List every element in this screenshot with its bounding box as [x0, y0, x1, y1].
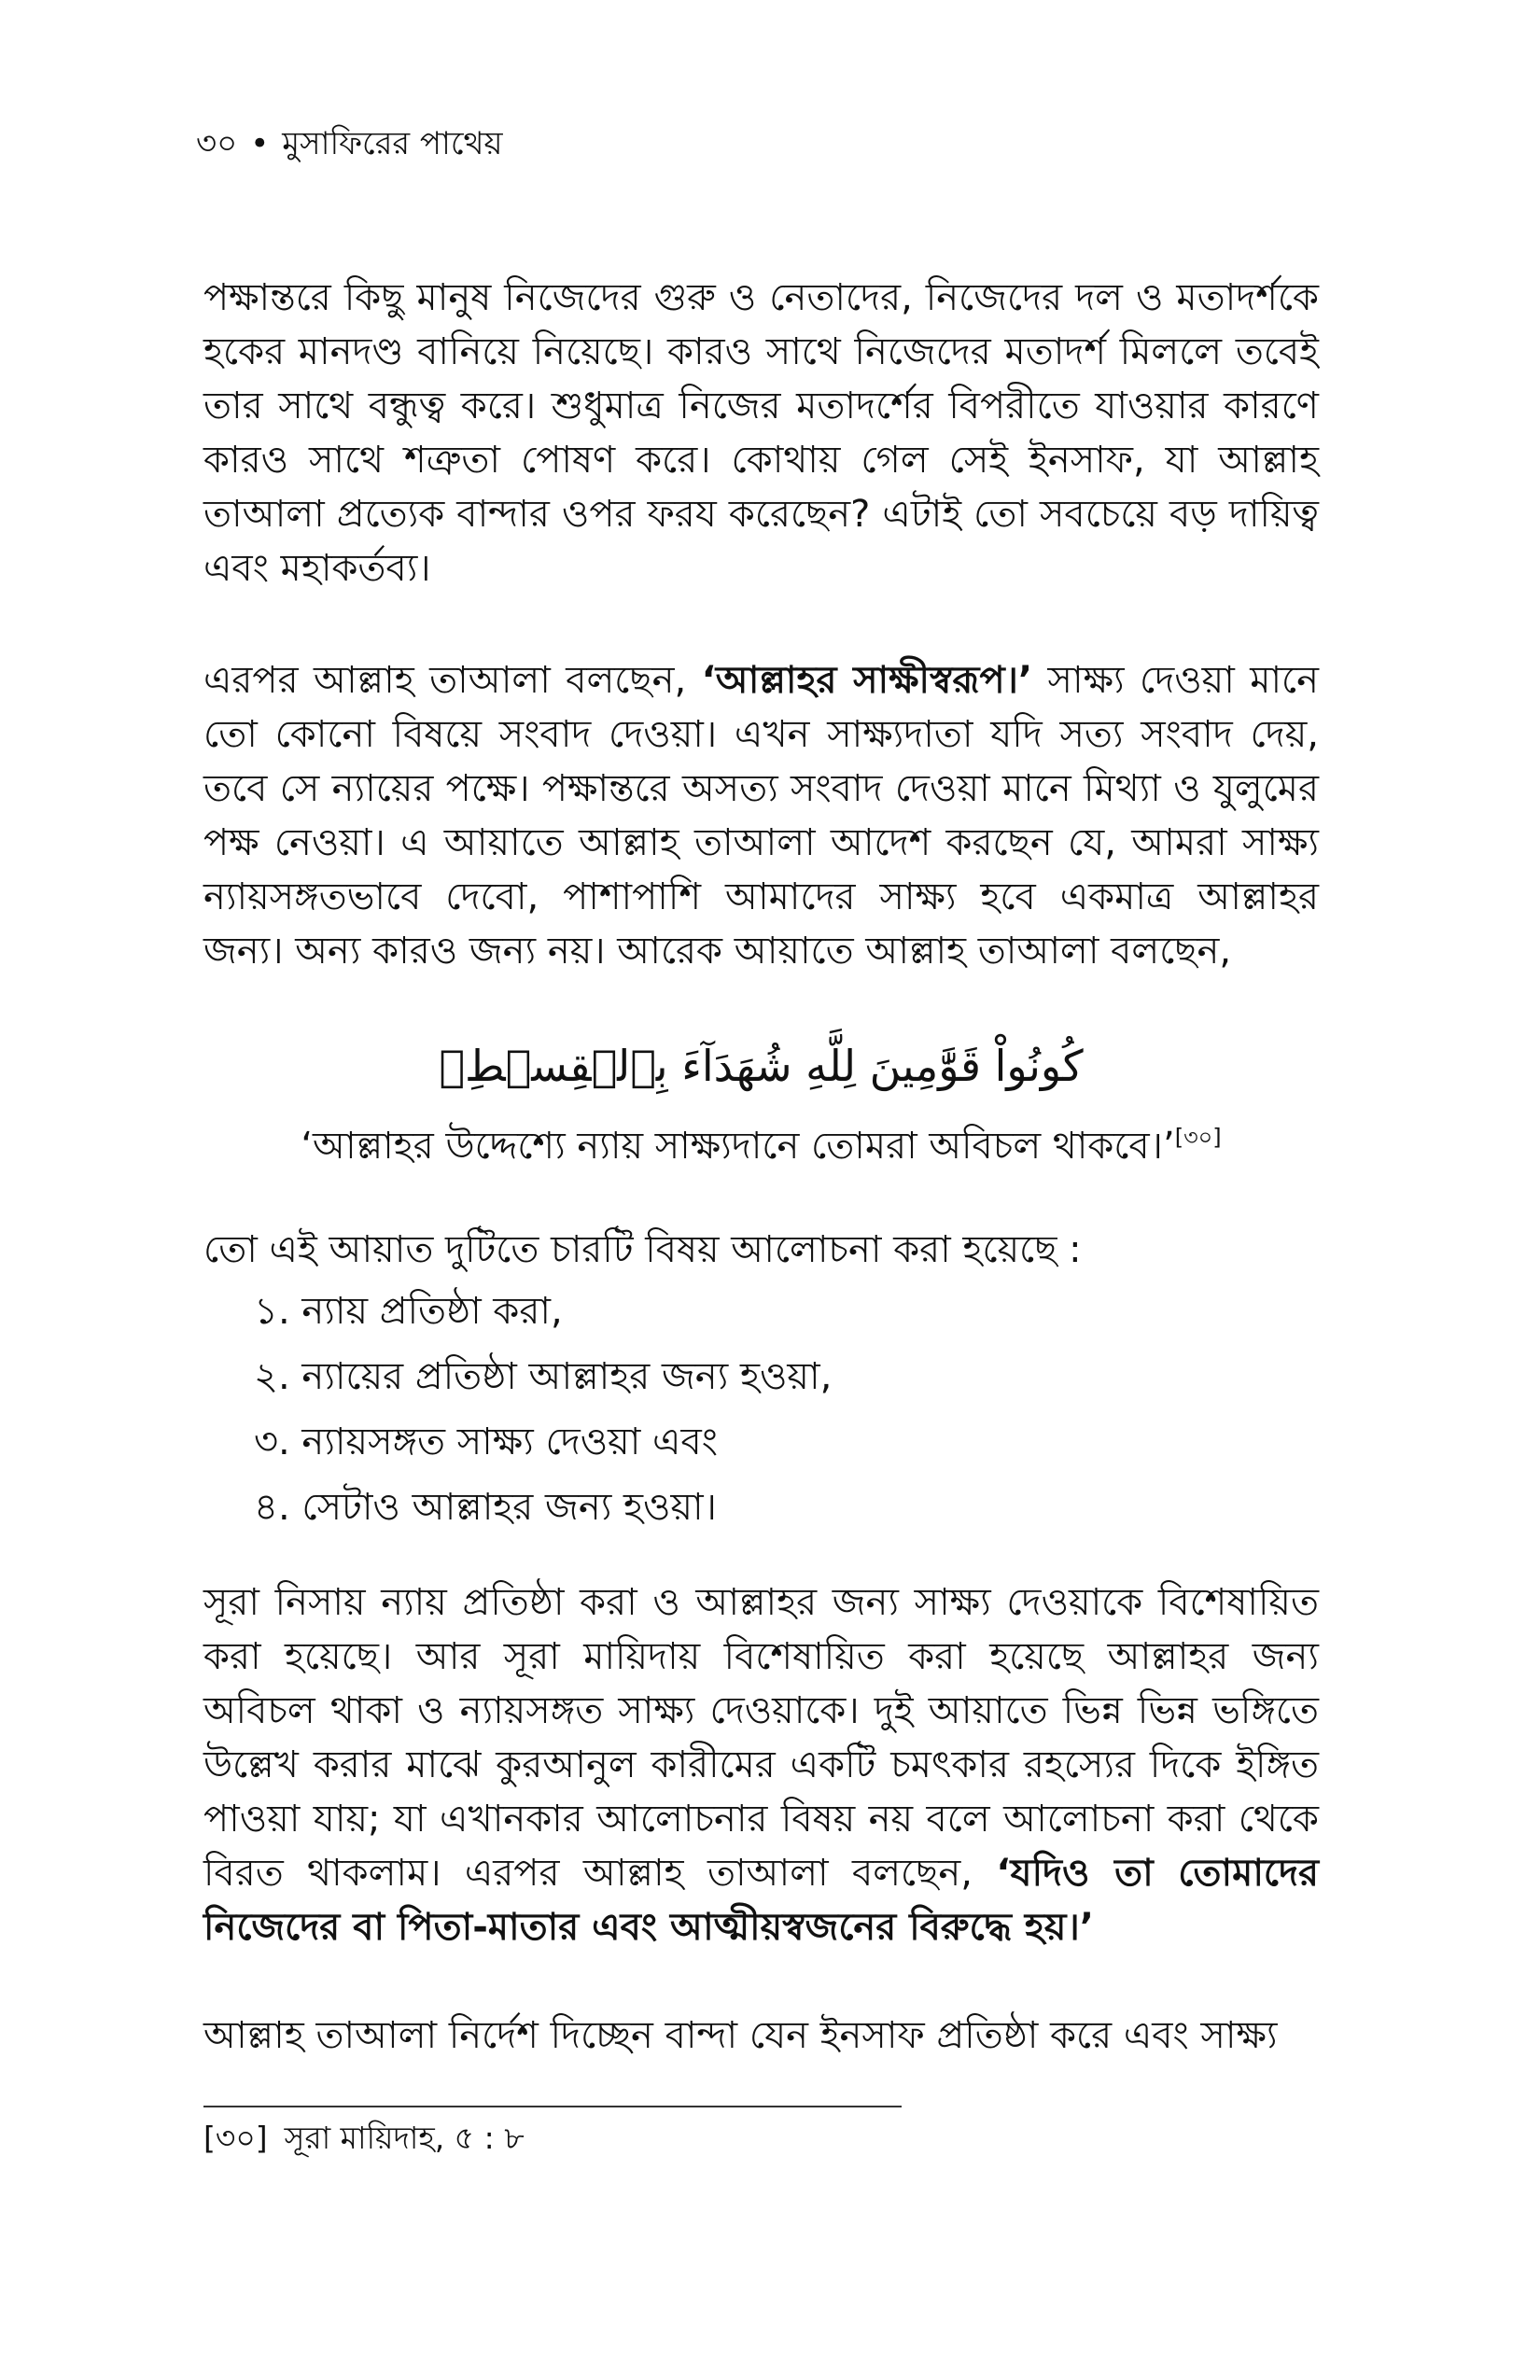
footnote-marker: [৩০]: [203, 2120, 268, 2156]
book-title: মুসাফিরের পাথেয়: [282, 125, 503, 162]
paragraph-3: তো এই আয়াত দুটিতে চারটি বিষয় আলোচনা করা হয়েছে :: [203, 1228, 1082, 1271]
paragraph-1: পক্ষান্তরে কিছু মানুষ নিজেদের গুরু ও নেতাদের, নিজেদের দল ও মতাদর্শকে হকের মানদণ্ড বানিয়ে নিয়েছে। কারও সাথে নিজেদের মতাদর্শ মিললে তবেই তার সাথে বন্ধুত্ব করে। শুধুমাত্র নিজের মতাদর্শের বিপরীতে যাওয়ার কারণে কারও সাথে শত্রুতা পোষণ করে। কোথায় গেল সেই ইনসাফ, যা আল্লাহ তাআলা প্রত্যেক বান্দার ওপর ফরয করেছেন? এটাই তো সবচেয়ে বড় দায়িত্ব এবং মহাকর্তব্য।: [203, 276, 1319, 590]
page-number: ৩০: [196, 125, 238, 162]
list-item: ১. ন্যায় প্রতিষ্ঠা করা,: [254, 1290, 563, 1333]
verse-translation-text: ‘আল্লাহর উদ্দেশ্যে ন্যায় সাক্ষ্যদানে তোমরা অবিচল থাকবে।’: [301, 1125, 1175, 1168]
paragraph-5: আল্লাহ তাআলা নির্দেশ দিচ্ছেন বান্দা যেন ইনসাফ প্রতিষ্ঠা করে এবং সাক্ষ্য: [203, 2014, 1278, 2057]
paragraph-2-text-a: এরপর আল্লাহ তাআলা বলছেন,: [203, 659, 702, 702]
quote-witness: ‘আল্লাহর সাক্ষীস্বরূপ।’: [701, 659, 1033, 702]
paragraph-4: [203, 1575, 1319, 1954]
footnote-text: সূরা মায়িদাহ, ৫ : ৮: [284, 2120, 525, 2156]
footnote-reference[interactable]: [৩০]: [1174, 1124, 1222, 1151]
list-item: ৩. ন্যায়সঙ্গত সাক্ষ্য দেওয়া এবং: [254, 1421, 718, 1463]
quote-against-relatives: ‘যদিও তা তোমাদের নিজেদের বা পিতা-মাতার এবং আত্মীয়স্বজনের বিরুদ্ধে হয়।’: [203, 1852, 1320, 1949]
list-item: ৪. সেটাও আল্লাহর জন্য হওয়া।: [254, 1486, 717, 1529]
topic-list: [254, 1284, 832, 1546]
paragraph-2: [203, 653, 1319, 978]
quran-verse-arabic: كُونُواْ قَوَّٰمِينَ لِلَّهِ شُهَدَآءَ بِٱلۡقِسۡطِۖ: [439, 1041, 1084, 1091]
footnote: [203, 2117, 525, 2160]
paragraph-2-text-b: সাক্ষ্য দেওয়া মানে তো কোনো বিষয়ে সংবাদ দেওয়া। এখন সাক্ষ্যদাতা যদি সত্য সংবাদ দেয়, তবে সে ন্যায়ের পক্ষে। পক্ষান্তরে অসত্য সংবাদ দেওয়া মানে মিথ্যা ও যুলুমের পক্ষ নেওয়া। এ আয়াতে আল্লাহ তাআলা আদেশ করছেন যে, আমরা সাক্ষ্য ন্যায়সঙ্গতভাবে দেবো, পাশাপাশি আমাদের সাক্ষ্য হবে একমাত্র আল্লাহর জন্য। অন্য কারও জন্য নয়। আরেক আয়াতে আল্লাহ তাআলা বলছেন,: [203, 659, 1319, 973]
running-header: [196, 123, 503, 164]
paragraph-4-text: সূরা নিসায় ন্যায় প্রতিষ্ঠা করা ও আল্লাহর জন্য সাক্ষ্য দেওয়াকে বিশেষায়িত করা হয়েছে। আর সূরা মায়িদায় বিশেষায়িত করা হয়েছে আল্লাহর জন্য অবিচল থাকা ও ন্যায়সঙ্গত সাক্ষ্য দেওয়াকে। দুই আয়াতে ভিন্ন ভিন্ন ভঙ্গিতে উল্লেখ করার মাঝে কুরআনুল কারীমের একটি চমৎকার রহস্যের দিকে ইঙ্গিত পাওয়া যায়; যা এখানকার আলোচনার বিষয় নয় বলে আলোচনা করা থেকে বিরত থাকলাম। এরপর আল্লাহ তাআলা বলছেন,: [203, 1581, 1319, 1895]
verse-translation: [203, 1120, 1319, 1172]
list-item: ২. ন্যায়ের প্রতিষ্ঠা আল্লাহর জন্য হওয়া,: [254, 1355, 833, 1398]
footnote-divider: [203, 2106, 902, 2107]
header-bullet: •: [250, 125, 270, 162]
